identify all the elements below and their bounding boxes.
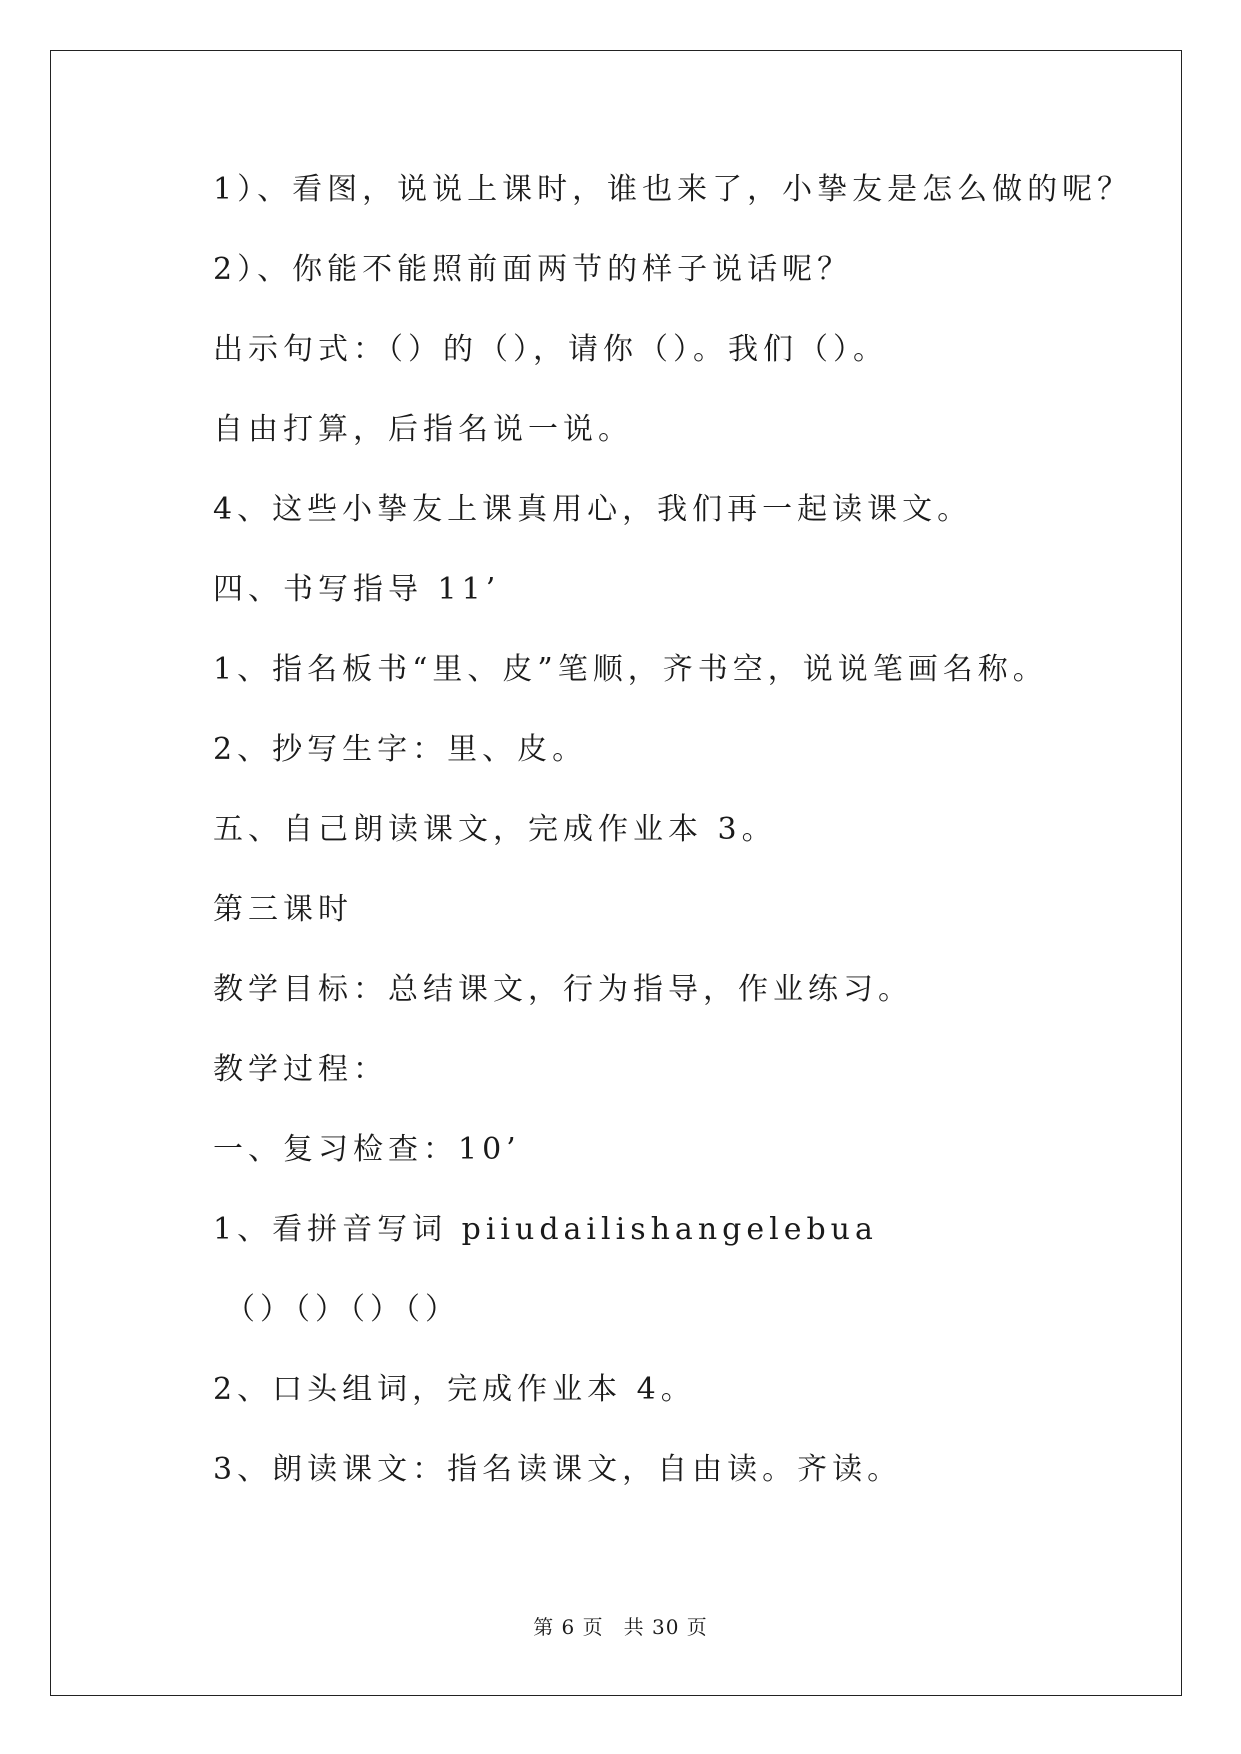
blank-brackets: （）（）（）（）	[225, 1292, 460, 1327]
text-line: 2、抄写生字：里、皮。	[213, 732, 588, 767]
section-heading: 四、书写指导 11’	[213, 572, 501, 607]
text-line: 出示句式：（）的（），请你（）。我们（）。	[213, 332, 888, 367]
text-line: 2）、你能不能照前面两节的样子说话呢？	[213, 252, 853, 287]
page-total: 共 30 页	[623, 1615, 708, 1639]
text-line: 自由打算，后指名说一说。	[213, 412, 633, 447]
text-line: 1）、看图，说说上课时，谁也来了，小挚友是怎么做的呢？	[213, 172, 1133, 207]
text-line: 教学目标：总结课文，行为指导，作业练习。	[213, 972, 913, 1007]
section-heading: 五、自己朗读课文，完成作业本 3。	[213, 812, 777, 847]
document-body	[213, 168, 1133, 1528]
lesson-heading: 第三课时	[213, 892, 353, 927]
page-footer	[0, 1611, 1241, 1640]
text-line: 3、朗读课文：指名读课文，自由读。齐读。	[213, 1452, 903, 1487]
text-line: 1、看拼音写词 piiudailishangelebua	[213, 1212, 878, 1247]
text-line: 2、口头组词，完成作业本 4。	[213, 1372, 696, 1407]
text-line: 教学过程：	[213, 1052, 388, 1087]
section-heading: 一、复习检查：10’	[213, 1132, 521, 1167]
text-line: 4、这些小挚友上课真用心，我们再一起读课文。	[213, 492, 973, 527]
text-line: 1、指名板书“里、皮”笔顺，齐书空，说说笔画名称。	[213, 652, 1048, 687]
page-number: 第 6 页	[533, 1615, 604, 1639]
